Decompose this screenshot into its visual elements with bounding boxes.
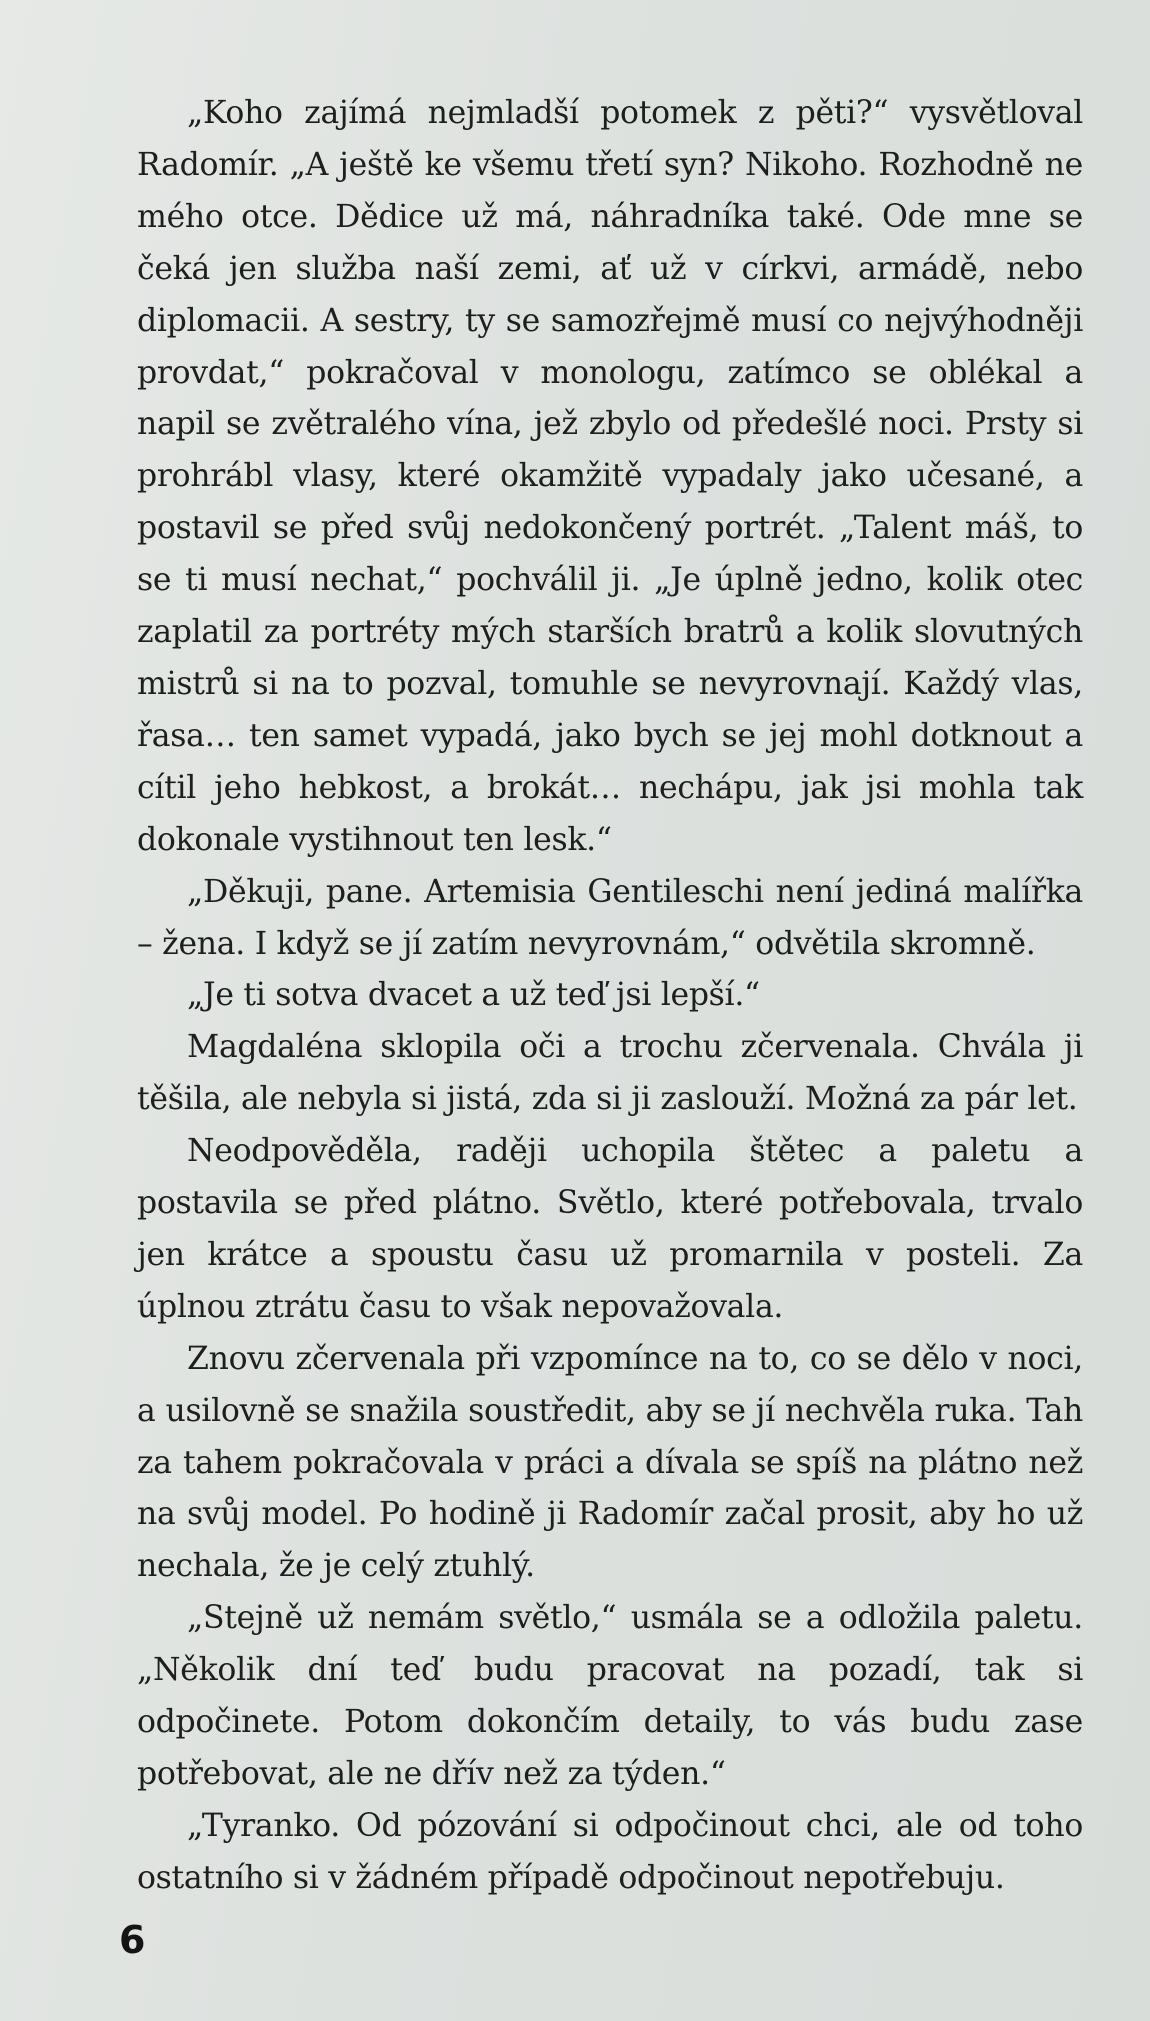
paragraph: Znovu zčervenala při vzpomínce na to, co se dělo v noci, a usilovně se snažila soustředit, aby se jí nechvěla ruka. Tah za tahem pokračovala v práci a dívala se spíš na plátno než na svůj model. Po hodině ji Radomír začal prosit, aby ho už nechala, že je celý ztuhlý. (137, 1340, 1083, 1585)
paragraph: „Děkuji, pane. Artemisia Gentileschi není jediná malířka – žena. I když se jí zatím nevyrovnám,“ odvětila skromně. (137, 873, 1083, 962)
paragraph: Neodpověděla, raději uchopila štětec a paletu a postavila se před plátno. Světlo, které potřebovala, trvalo jen krátce a spoustu času už promarnila v posteli. Za úplnou ztrátu času to však nepovažovala. (137, 1133, 1083, 1325)
paragraph: „Je ti sotva dvacet a už teď jsi lepší.“ (187, 977, 760, 1014)
paragraph: „Stejně už nemám světlo,“ usmála se a odložila paletu. „Několik dní teď budu pracovat na pozadí, tak si odpočinete. Potom dokončím detaily, to vás budu zase potřebovat, ale ne dřív než za týden.“ (137, 1600, 1083, 1792)
paragraph: „Tyranko. Od pózování si odpočinout chci, ale od toho ostatního si v žádném případě odpočinout nepotřebuju. (137, 1807, 1083, 1896)
body-text (137, 88, 1083, 1905)
paragraph: Magdaléna sklopila oči a trochu zčervenala. Chvála ji těšila, ale nebyla si jistá, zda si ji zaslouží. Možná za pár let. (137, 1029, 1083, 1118)
page-number: 6 (119, 1918, 146, 1962)
paragraph: „Koho zajímá nejmladší potomek z pěti?“ vysvětloval Radomír. „A ještě ke všemu třetí syn? Nikoho. Rozhodně ne mého otce. Dědice už má, náhradníka také. Ode mne se čeká jen služba naší zemi, ať už v církvi, armádě, nebo diplomacii. A sestry, ty se samozřejmě musí co nejvýhodněji provdat,“ pokračoval v monologu, zatímco se oblékal a napil se zvětralého vína, jež zbylo od předešlé noci. Prsty si prohrábl vlasy, které okamžitě vypadaly jako učesané, a postavil se před svůj nedokončený portrét. „Talent máš, to se ti musí nechat,“ pochválil ji. „Je úplně jedno, kolik otec zaplatil za portréty mých starších bratrů a kolik slovutných mistrů si na to pozval, tomuhle se nevyrovnají. Každý vlas, řasa… ten samet vypadá, jako bych se jej mohl dotknout a cítil jeho hebkost, a brokát… nechápu, jak jsi mohla tak dokonale vystihnout ten lesk.“ (137, 95, 1083, 858)
